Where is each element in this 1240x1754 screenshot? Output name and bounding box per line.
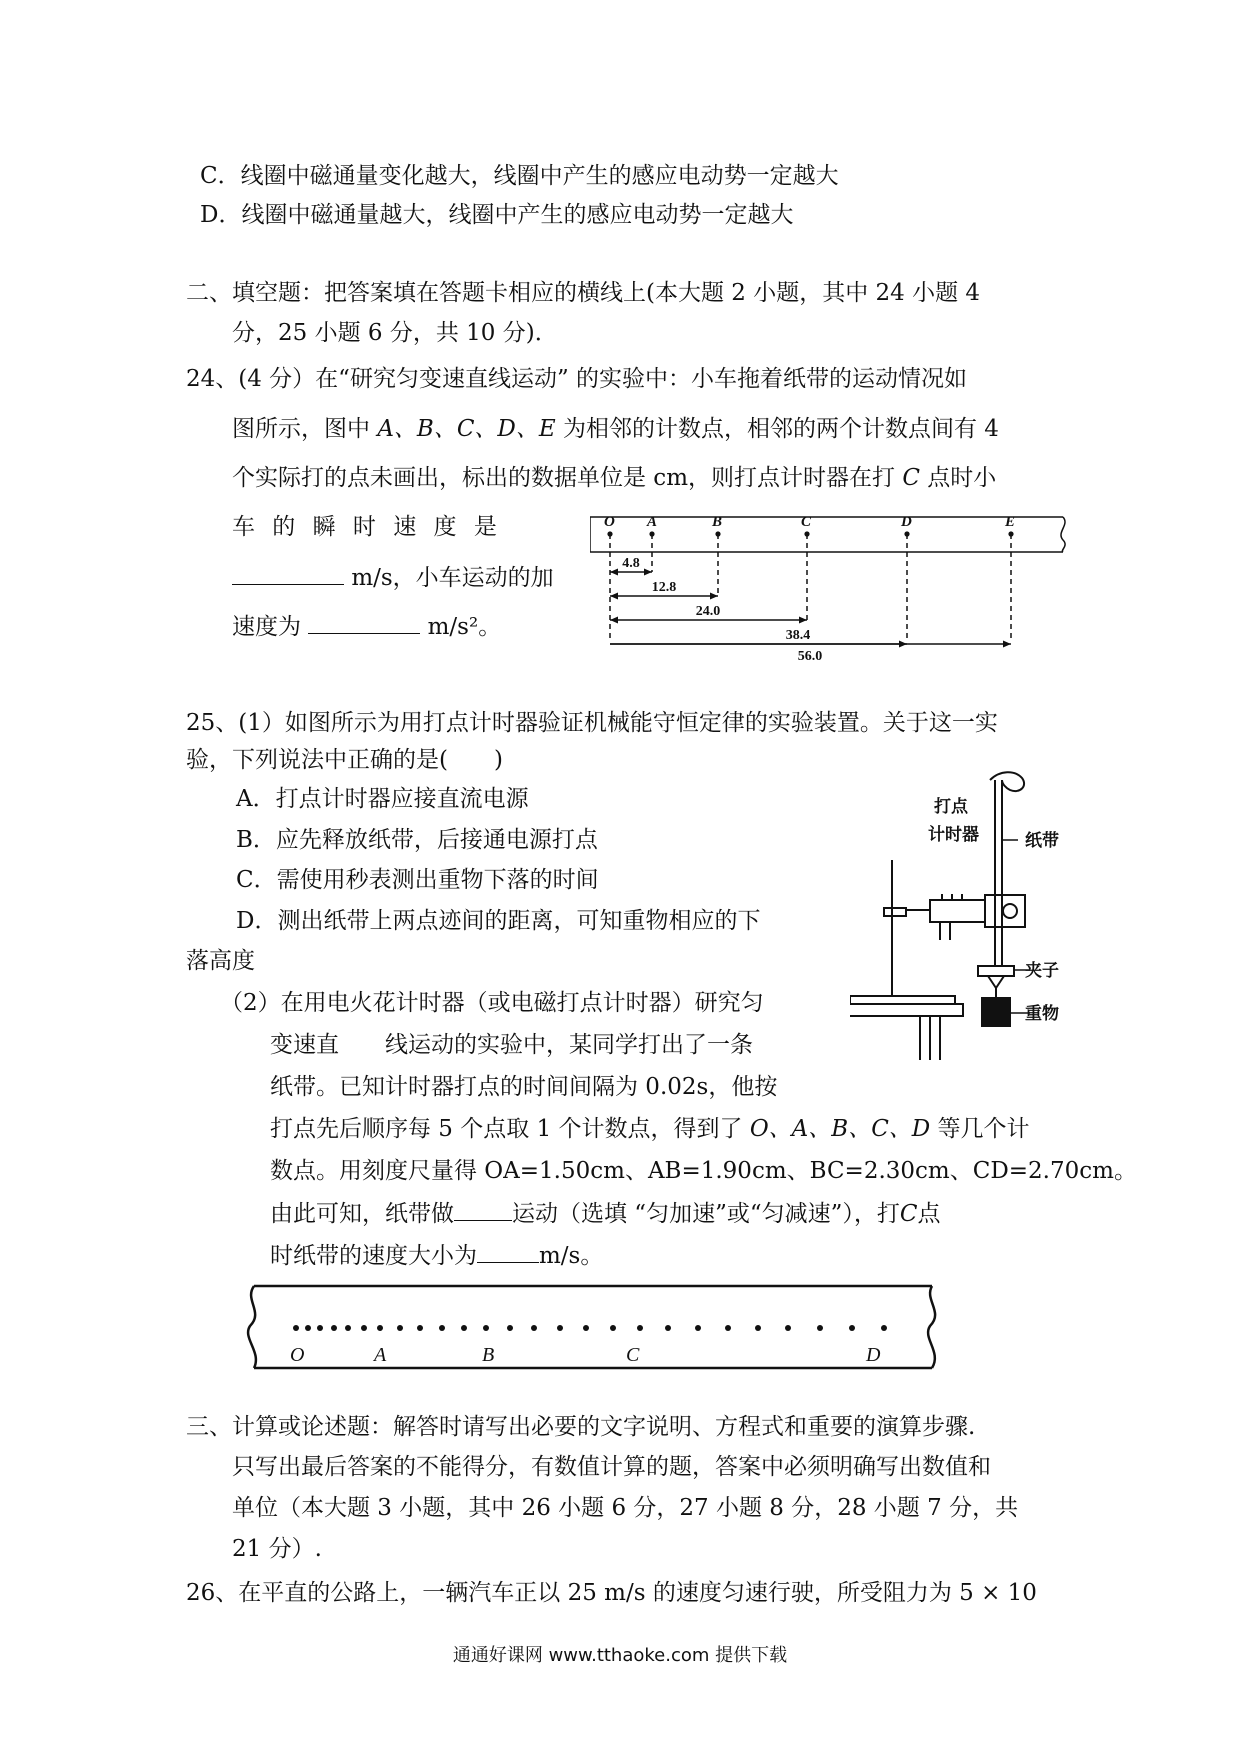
q24-tape-label-e: E	[1005, 514, 1016, 530]
page-footer: 通通好课网 www.tthaoke.com 提供下载	[452, 1645, 788, 1666]
q25-p2-line4	[270, 1114, 1030, 1144]
q24-line3-b: 点时小	[927, 465, 997, 491]
q24-tape-label-b: B	[712, 514, 723, 530]
q25-p2-line4-a: 打点先后顺序每 5 个点取 1 个计数点，得到了	[270, 1116, 743, 1142]
section3-heading-line1: 三、计算或论述题：解答时请写出必要的文字说明、方程式和重要的演算步骤.	[186, 1414, 976, 1440]
section2-heading-line1: 二、填空题：把答案填在答题卡相应的横线上(本大题 2 小题，其中 24 小题 4	[186, 280, 981, 306]
q25-line2: 验，下列说法中正确的是( )	[186, 747, 503, 773]
q24-tape-label-d: D	[901, 514, 912, 530]
q25-option-a: A．打点计时器应接直流电源	[236, 786, 529, 812]
q25-tape-label-o: O	[290, 1344, 305, 1366]
q25-p2-points: O、A、B、C、D	[749, 1116, 931, 1142]
q25-option-d-line2: 落高度	[186, 948, 255, 974]
q24-ticker-tape-figure	[590, 512, 1080, 662]
q23-option-d: D．线圈中磁通量越大，线圈中产生的感应电动势一定越大	[200, 202, 794, 228]
q25-tape-label-b: B	[482, 1344, 495, 1366]
q24-distance-oc: 24.0	[695, 604, 721, 619]
q25-p2-line7	[270, 1240, 603, 1271]
q24-line3-a: 个实际打的点未画出，标出的数据单位是 cm，则打点计时器在打	[232, 465, 896, 491]
q24-line2	[232, 414, 999, 444]
section3-heading-line2: 只写出最后答案的不能得分，有数值计算的题，答案中必须明确写出数值和	[232, 1454, 991, 1480]
q25-p2-line6	[270, 1198, 940, 1229]
q24-line6-a: 速度为	[232, 614, 301, 640]
q24-line2-a: 图所示，图中	[232, 416, 370, 442]
q25-p2-line6-d: 点	[917, 1201, 941, 1227]
q25-motion-blank[interactable]	[454, 1198, 512, 1221]
q25-p2-line3: 纸带。已知计时器打点的时间间隔为 0.02s，他按	[270, 1074, 778, 1100]
q24-acceleration-blank[interactable]	[308, 611, 420, 634]
q23-option-c: C．线圈中磁通量变化越大，线圈中产生的感应电动势一定越大	[200, 163, 839, 189]
q25-tape-label-c: C	[626, 1344, 640, 1366]
q25-p2-line6-b: 运动（选填 “匀加速”或“匀减速”），打	[512, 1201, 900, 1227]
q24-line2-b: 为相邻的计数点，相邻的两个计数点间有 4	[562, 416, 999, 442]
q24-line4: 车 的 瞬 时 速 度 是	[232, 514, 497, 540]
q25-tape-label-a: A	[374, 1344, 387, 1366]
q25-p2-line5: 数点。用刻度尺量得 OA=1.50cm、AB=1.90cm、BC=2.30cm、CD=2.70cm。	[270, 1158, 1137, 1184]
section3-heading-line3: 单位（本大题 3 小题，其中 26 小题 6 分，27 小题 8 分，28 小题 7 分，共	[232, 1495, 1019, 1521]
q24-distance-od: 38.4	[785, 628, 811, 643]
q25-p2-line7-a: 时纸带的速度大小为	[270, 1243, 477, 1269]
q24-distance-ob: 12.8	[651, 580, 677, 595]
q24-points-list: A、B、C、D、E	[377, 416, 556, 442]
q24-tape-label-a: A	[647, 514, 658, 530]
q25-p2-point-c: C	[899, 1201, 918, 1227]
q25-label-timer-1: 打点	[934, 797, 968, 816]
q25-option-b: B．应先释放纸带，后接通电源打点	[236, 827, 598, 853]
q24-line6-b: m/s²。	[427, 614, 502, 640]
q25-label-clip: 夹子	[1025, 961, 1059, 980]
q24-distance-oe: 56.0	[797, 649, 823, 662]
q25-label-timer-2: 计时器	[928, 825, 979, 844]
q24-tape-label-c: C	[801, 514, 812, 530]
q24-tape-label-o: O	[604, 514, 615, 530]
q25-p2-line2: 变速直 线运动的实验中，某同学打出了一条	[270, 1032, 753, 1058]
q25-tape-figure	[240, 1282, 950, 1374]
section2-heading-line2: 分，25 小题 6 分，共 10 分)．	[232, 320, 558, 346]
q25-p2-line6-a: 由此可知，纸带做	[270, 1201, 454, 1227]
q24-distance-oa: 4.8	[622, 556, 640, 571]
q25-label-weight: 重物	[1025, 1004, 1059, 1023]
q24-line5-b: m/s，小车运动的加	[351, 565, 554, 591]
q25-tape-label-d: D	[866, 1344, 881, 1366]
q25-speed-blank[interactable]	[477, 1240, 539, 1263]
q24-line6	[232, 611, 501, 642]
q25-apparatus-figure	[850, 770, 1075, 1070]
q25-option-c: C．需使用秒表测出重物下落的时间	[236, 867, 599, 893]
q24-point-c: C	[902, 465, 920, 491]
q24-line1: 24、(4 分）在“研究匀变速直线运动” 的实验中：小车拖着纸带的运动情况如	[186, 366, 968, 392]
q25-p2-line7-b: m/s。	[539, 1243, 604, 1269]
q25-p2-line4-b: 等几个计	[937, 1116, 1030, 1142]
q24-line3	[232, 463, 996, 493]
q24-velocity-blank[interactable]	[232, 562, 344, 585]
q25-line1: 25、(1）如图所示为用打点计时器验证机械能守恒定律的实验装置。关于这一实	[186, 710, 998, 736]
section3-heading-line4: 21 分）.	[232, 1536, 322, 1562]
q26-line1: 26、在平直的公路上，一辆汽车正以 25 m/s 的速度匀速行驶，所受阻力为 5 × 10	[186, 1580, 1037, 1606]
q24-line5	[232, 562, 554, 593]
q25-label-tape: 纸带	[1025, 831, 1059, 850]
q25-option-d-line1: D．测出纸带上两点迹间的距离，可知重物相应的下	[236, 908, 761, 934]
q25-p2-line1: （2）在用电火花计时器（或电磁打点计时器）研究匀	[220, 990, 764, 1016]
